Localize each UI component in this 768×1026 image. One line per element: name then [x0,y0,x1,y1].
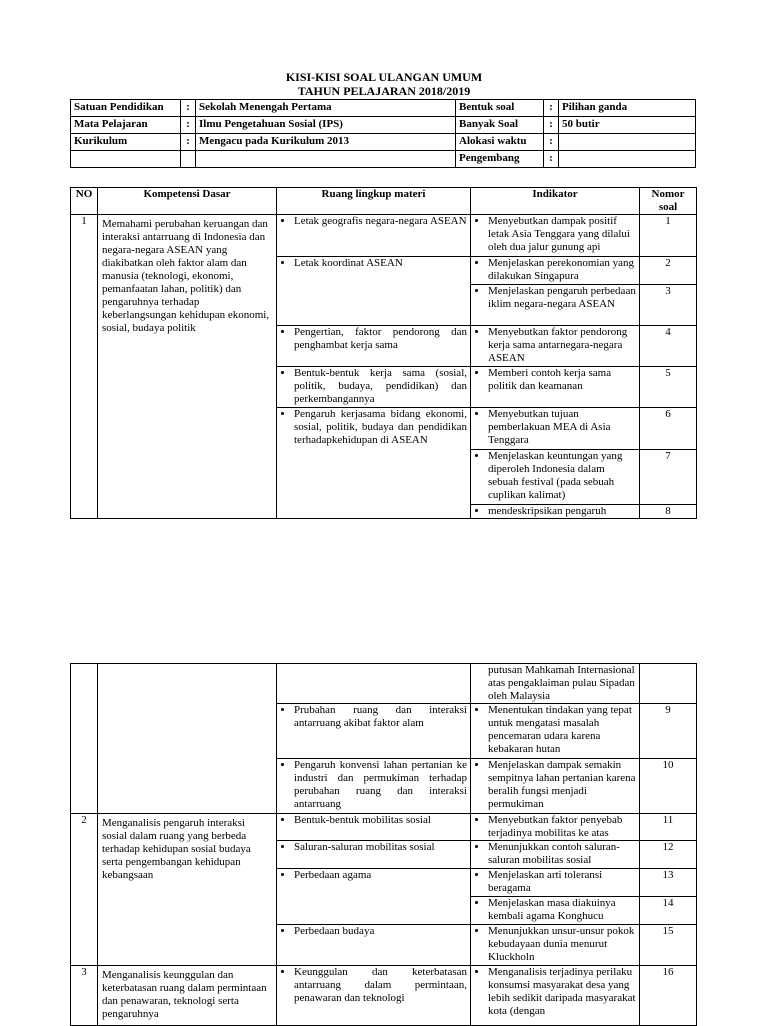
materi-cell [277,759,471,814]
info-label: Satuan Pendidikan [71,100,181,117]
nomor-soal-cell: 2 [640,257,697,285]
list-item: • Menyebutkan faktor pendorong kerja sama antarnegara-negara ASEAN [488,326,636,365]
list-item: • Pengaruh kerjasama bidang ekonomi, sosial, politik, budaya dan pendidikan terhadapkehidupan di ASEAN [294,408,467,447]
list-item: • Memberi contoh kerja sama politik dan keamanan [488,367,636,393]
kompetensi-dasar-cell: Menganalisis pengaruh interaksi sosial dalam ruang yang berbeda terhadap kehidupan sosial budaya serta pengembangan kehidupan kebangsaan [98,814,277,966]
list-item: • Letak koordinat ASEAN [294,257,467,270]
materi-cell [277,925,471,966]
info-colon: : [181,134,196,151]
list-item: • Saluran-saluran mobilitas sosial [294,841,467,854]
blueprint-table-page2 [70,663,697,1026]
info-value: Sekolah Menengah Pertama [196,100,456,117]
nomor-soal-cell: 10 [640,759,697,814]
nomor-soal-cell: 6 [640,408,697,450]
info-row [71,151,696,168]
info-value: Pilihan ganda [559,100,696,117]
header-no: NO [71,188,98,215]
document-subtitle: TAHUN PELAJARAN 2018/2019 [297,84,471,98]
nomor-soal-cell: 15 [640,925,697,966]
info-colon: : [544,134,559,151]
info-value: 50 butir [559,117,696,134]
info-colon [181,151,196,168]
info-colon: : [181,100,196,117]
info-label [71,151,181,168]
nomor-soal-cell [640,664,697,704]
info-colon: : [544,100,559,117]
row-number: 2 [71,814,98,966]
list-item: • Bentuk-bentuk mobilitas sosial [294,814,467,827]
list-item: • Menjelaskan perekonomian yang dilakukan Singapura [488,257,636,283]
info-label: Alokasi waktu [456,134,544,151]
kompetensi-dasar-cell [98,664,277,814]
info-label: Bentuk soal [456,100,544,117]
list-item: • mendeskripsikan pengaruh [488,505,636,518]
materi-cell [277,257,471,326]
materi-cell [277,966,471,1026]
document-title: KISI-KISI SOAL ULANGAN UMUM [285,70,483,84]
indikator-cell [471,869,640,897]
info-colon: : [544,117,559,134]
table-row [71,966,697,1026]
indikator-cell [471,704,640,759]
list-item: • Menjelaskan dampak semakin sempitnya lahan pertanian karena beralih fungsi menjadi permukiman [488,759,636,811]
materi-cell [277,814,471,841]
nomor-soal-cell: 4 [640,326,697,367]
list-item: • Menyebutkan dampak positif letak Asia Tenggara yang dilalui oleh dua jalur gunung api [488,215,636,254]
list-item: • Keunggulan dan keterbatasan antarruang dalam permintaan, penawaran dan teknologi [294,966,467,1005]
list-item: • Pengertian, faktor pendorong dan penghambat kerja sama [294,326,467,352]
nomor-soal-cell: 16 [640,966,697,1026]
indikator-cell [471,925,640,966]
header-nomor-soal: Nomor soal [640,188,697,215]
list-item: • Menunjukkan unsur-unsur pokok kebudayaan dunia menurut Kluckholn [488,925,636,964]
list-item: • Prubahan ruang dan interaksi antarruang akibat faktor alam [294,704,467,730]
indikator-cell [471,505,640,519]
materi-cell [277,367,471,408]
info-label: Banyak Soal [456,117,544,134]
nomor-soal-cell: 1 [640,215,697,257]
table-row [71,215,697,257]
list-item: • Menjelaskan masa diakuinya kembali agama Konghucu [488,897,636,923]
indikator-cell [471,367,640,408]
info-label: Pengembang [456,151,544,168]
materi-cell [277,408,471,519]
indikator-cell [471,285,640,326]
list-item: • Menunjukkan contoh saluran-saluran mobilitas sosial [488,841,636,867]
materi-cell [277,664,471,704]
list-item: • Menyebutkan faktor penyebab terjadinya mobilitas ke atas [488,814,636,840]
list-item: • Letak geografis negara-negara ASEAN [294,215,467,228]
nomor-soal-cell: 12 [640,841,697,869]
nomor-soal-cell: 14 [640,897,697,925]
info-row [71,117,696,134]
nomor-soal-cell: 9 [640,704,697,759]
nomor-soal-cell: 11 [640,814,697,841]
info-colon: : [544,151,559,168]
indikator-cell [471,215,640,257]
info-value [559,134,696,151]
list-item: • Perbedaan budaya [294,925,467,938]
nomor-soal-cell: 13 [640,869,697,897]
indikator-cell [471,408,640,450]
materi-cell [277,326,471,367]
materi-cell [277,215,471,257]
indikator-cell [471,966,640,1026]
indikator-cell [471,664,640,704]
indikator-cell [471,841,640,869]
indikator-cell [471,814,640,841]
table-row [71,664,697,704]
info-label: Kurikulum [71,134,181,151]
continuation-text: putusan Mahkamah Internasional atas pengaklaiman pulau Sipadan oleh Malaysia [488,664,635,702]
list-item: • Menjelaskan pengaruh perbedaan iklim negara-negara ASEAN [488,285,636,311]
header-kompetensi-dasar: Kompetensi Dasar [98,188,277,215]
indikator-cell [471,326,640,367]
row-number: 1 [71,215,98,519]
list-item: • Menjelaskan keuntungan yang diperoleh Indonesia dalam sebuah festival (pada sebuah cuplikan kalimat) [488,450,636,502]
info-row [71,134,696,151]
materi-cell [277,841,471,869]
info-row [71,100,696,117]
header-ruang-lingkup-materi: Ruang lingkup materi [277,188,471,215]
nomor-soal-cell: 3 [640,285,697,326]
blueprint-table-page1 [70,187,697,519]
nomor-soal-cell: 7 [640,450,697,505]
kompetensi-dasar-cell: Memahami perubahan keruangan dan interaksi antarruang di Indonesia dan negara-negara ASEAN yang diakibatkan oleh faktor alam dan manusia (teknologi, ekonomi, pemanfaatan lahan, politik) dan pengaruhnya terhadap keberlangsungan kehidupan ekonomi, sosial, budaya politik [98,215,277,519]
info-colon: : [181,117,196,134]
row-number: 3 [71,966,98,1026]
list-item: • Menganalisis terjadinya perilaku konsumsi masyarakat desa yang lebih sedikit daripada masyarakat kota (dengan [488,966,636,1018]
indikator-cell [471,759,640,814]
info-value: Ilmu Pengetahuan Sosial (IPS) [196,117,456,134]
indikator-cell [471,257,640,285]
list-item: • Perbedaan agama [294,869,467,882]
info-table [70,99,696,168]
header-indikator: Indikator [471,188,640,215]
table-header-row [71,188,697,215]
info-value [196,151,456,168]
indikator-cell [471,450,640,505]
indikator-cell [471,897,640,925]
list-item: • Menentukan tindakan yang tepat untuk mengatasi masalah pencemaran udara karena kebakaran hutan [488,704,636,756]
nomor-soal-cell: 8 [640,505,697,519]
nomor-soal-cell: 5 [640,367,697,408]
info-label: Mata Pelajaran [71,117,181,134]
info-value [559,151,696,168]
materi-cell [277,869,471,925]
list-item: • Menjelaskan arti toleransi beragama [488,869,636,895]
info-value: Mengacu pada Kurikulum 2013 [196,134,456,151]
kompetensi-dasar-cell: Menganalisis keunggulan dan keterbatasan ruang dalam permintaan dan penawaran, teknologi serta pengaruhnya [98,966,277,1026]
list-item: • Menyebutkan tujuan pemberlakuan MEA di Asia Tenggara [488,408,636,447]
table-row [71,814,697,841]
row-number [71,664,98,814]
list-item: • Bentuk-bentuk kerja sama (sosial, politik, budaya, pendidikan) dan perkembangannya [294,367,467,406]
materi-cell [277,704,471,759]
list-item: • Pengaruh konvensi lahan pertanian ke industri dan permukiman terhadap perubahan ruang dan interaksi antarruang [294,759,467,811]
